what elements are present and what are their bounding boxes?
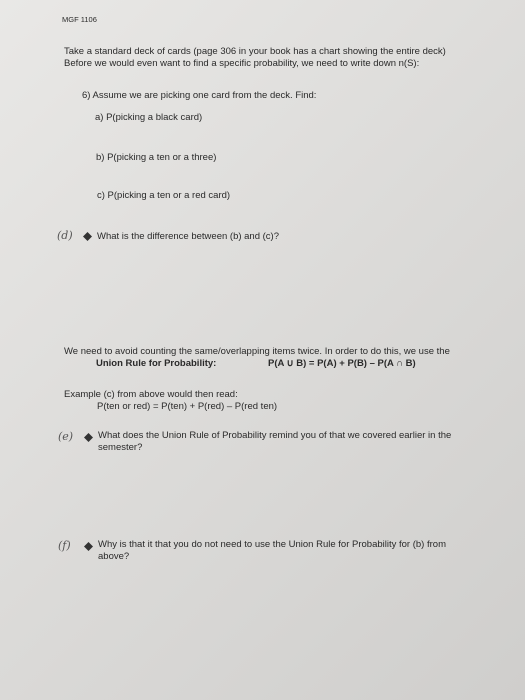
handwritten-d-mark: (d) [57,229,73,242]
question-e-line-1: What does the Union Rule of Probability remind you of that we covered earlier in the [98,430,452,441]
question-6a: a) P(picking a black card) [95,112,203,123]
question-d: What is the difference between (b) and (c)? [97,231,280,242]
question-6b: b) P(picking a ten or a three) [96,152,217,163]
diamond-bullet-icon [83,232,92,241]
intro-line-1: Take a standard deck of cards (page 306 in your book has a chart showing the entire deck) [64,46,446,57]
intro-line-2: Before we would even want to find a specific probability, we need to write down n(S): [64,58,420,69]
example-line-1: Example (c) from above would then read: [64,389,238,400]
question-6c: c) P(picking a ten or a red card) [97,190,231,201]
union-rule-formula: P(A ∪ B) = P(A) + P(B) – P(A ∩ B) [268,358,416,369]
question-e-line-2: semester? [98,442,143,453]
handwritten-f-mark: (f) [58,539,71,552]
diamond-bullet-icon [84,433,93,442]
question-6-stem: 6) Assume we are picking one card from the deck. Find: [82,90,317,101]
question-f-line-2: above? [98,551,130,562]
union-rule-label: Union Rule for Probability: [96,358,217,369]
handwritten-e-mark: (e) [58,430,74,443]
course-header: MGF 1106 [62,15,97,24]
union-intro-line: We need to avoid counting the same/overlapping items twice. In order to do this, we use the [64,346,450,357]
question-f-line-1: Why is that it that you do not need to use the Union Rule for Probability for (b) from [98,539,446,550]
diamond-bullet-icon [84,542,93,551]
example-line-2: P(ten or red) = P(ten) + P(red) – P(red ten) [97,401,278,412]
